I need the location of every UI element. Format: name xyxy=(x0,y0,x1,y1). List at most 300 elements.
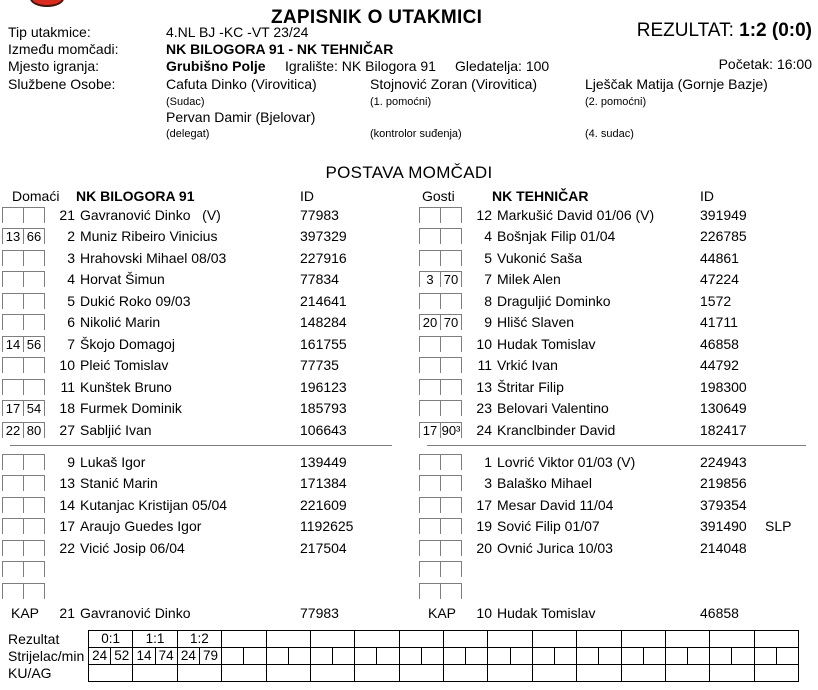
player-number: 4 xyxy=(484,228,492,245)
player-id: 1192625 xyxy=(300,518,354,535)
player-number: 21 xyxy=(59,206,75,223)
result-cell xyxy=(222,631,266,648)
result-cell xyxy=(622,631,666,648)
player-id: 227916 xyxy=(300,249,347,266)
player-id: 77735 xyxy=(300,357,339,374)
player-id: 226785 xyxy=(700,228,747,245)
player-row xyxy=(419,312,818,334)
away-kap-label: KAP xyxy=(428,604,457,621)
player-name: Balaško Mihael xyxy=(497,475,592,492)
sub-in-number-box xyxy=(419,250,441,266)
player-name: Škojo Domagoj xyxy=(80,335,175,352)
minute-cell: 74 xyxy=(156,648,178,665)
player-number: 24 xyxy=(476,421,492,438)
sub-minute-box xyxy=(440,250,462,266)
sub-minute-box xyxy=(23,314,45,330)
player-id: 219856 xyxy=(700,475,747,492)
scorer-cell xyxy=(533,648,555,665)
minute-cell xyxy=(688,648,710,665)
player-name: Muniz Ribeiro Vinicius xyxy=(80,228,218,245)
scorer-cell xyxy=(622,648,644,665)
sub-in-number-box: 17 xyxy=(419,422,441,438)
kuag-cell xyxy=(89,665,133,682)
result-cell xyxy=(444,631,488,648)
minute-cell xyxy=(466,648,488,665)
player-id: 1572 xyxy=(700,292,732,309)
player-row xyxy=(419,247,818,269)
sub-in-number-box xyxy=(2,561,24,577)
minute-cell xyxy=(555,648,577,665)
player-id: 106643 xyxy=(300,421,347,438)
player-number: 3 xyxy=(484,475,492,492)
scorer-cell xyxy=(355,648,377,665)
player-row xyxy=(419,419,818,441)
player-row xyxy=(2,226,410,248)
player-number: 10 xyxy=(59,357,75,374)
sub-in-number-box xyxy=(419,454,441,470)
minute-cell: 79 xyxy=(200,648,222,665)
player-name: Lukaš Igor xyxy=(80,453,146,470)
player-row xyxy=(2,204,410,226)
sub-in-number-box: 13 xyxy=(2,228,24,244)
sub-minute-box xyxy=(440,228,462,244)
player-row xyxy=(2,537,410,559)
player-row xyxy=(2,269,410,291)
between-value: NK BILOGORA 91 - NK TEHNIČAR xyxy=(166,41,394,57)
sub-in-number-box xyxy=(419,293,441,309)
home-list-divider xyxy=(10,445,392,446)
player-id: 221609 xyxy=(300,496,347,513)
away-starters-list xyxy=(419,204,818,441)
officials-label: Službene Osobe: xyxy=(8,76,116,92)
result-cell xyxy=(755,631,799,648)
sub-minute-box: 66 xyxy=(23,228,45,244)
player-id: 47224 xyxy=(700,271,739,288)
away-list-divider xyxy=(427,445,806,446)
player-number: 6 xyxy=(67,314,75,331)
home-captain-name: Gavranović Dinko xyxy=(80,604,191,621)
player-id: 46858 xyxy=(700,335,739,352)
player-number: 7 xyxy=(67,335,75,352)
player-row xyxy=(2,580,410,602)
sub-minute-box: 56 xyxy=(23,336,45,352)
player-id: 130649 xyxy=(700,400,747,417)
result-cell: 1:2 xyxy=(178,631,222,648)
sub-in-number-box xyxy=(2,379,24,395)
player-id: 196123 xyxy=(300,378,347,395)
sub-minute-box xyxy=(23,454,45,470)
home-starters-list xyxy=(2,204,410,441)
player-row xyxy=(419,473,818,495)
player-number: 10 xyxy=(476,335,492,352)
player-name: Pleić Tomislav xyxy=(80,357,169,374)
player-number: 19 xyxy=(476,518,492,535)
sub-in-number-box xyxy=(419,357,441,373)
sub-minute-box xyxy=(23,518,45,534)
player-name: Stanić Marin xyxy=(80,475,158,492)
sub-minute-box xyxy=(23,583,45,599)
assistant1-name: Stojnović Zoran (Virovitica) xyxy=(370,76,538,92)
scorer-cell xyxy=(577,648,599,665)
player-id: 77983 xyxy=(300,206,339,223)
player-id: 224943 xyxy=(700,453,747,470)
sub-in-number-box xyxy=(419,228,441,244)
sub-minute-box xyxy=(23,293,45,309)
player-name: Ovnić Jurica 10/03 xyxy=(497,539,613,556)
sub-in-number-box xyxy=(419,540,441,556)
sub-minute-box xyxy=(440,293,462,309)
sub-in-number-box: 22 xyxy=(2,422,24,438)
player-row xyxy=(2,559,410,581)
player-name: Gavranović Dinko (V) xyxy=(80,206,221,223)
player-name: Vicić Josip 06/04 xyxy=(80,539,185,556)
player-name: Hudak Tomislav xyxy=(497,335,596,352)
minute-cell xyxy=(422,648,444,665)
kuag-cell xyxy=(666,665,710,682)
player-number: 20 xyxy=(476,539,492,556)
player-row xyxy=(419,204,818,226)
sub-minute-box xyxy=(23,250,45,266)
player-row xyxy=(2,312,410,334)
player-row xyxy=(419,226,818,248)
scorer-cell xyxy=(755,648,777,665)
sub-in-number-box xyxy=(419,336,441,352)
place-label: Mjesto igranja: xyxy=(8,58,100,74)
player-number: 1 xyxy=(484,453,492,470)
kuag-cell xyxy=(755,665,799,682)
player-name: Kutanjac Kristijan 05/04 xyxy=(80,496,228,513)
player-name: Sabljić Ivan xyxy=(80,421,152,438)
minute-cell xyxy=(377,648,399,665)
player-row xyxy=(419,537,818,559)
player-name: Hlišć Slaven xyxy=(497,314,575,331)
player-id: 41711 xyxy=(700,314,738,331)
sub-in-number-box xyxy=(2,271,24,287)
player-number: 23 xyxy=(476,400,492,417)
player-number: 2 xyxy=(67,228,75,245)
player-id: 214641 xyxy=(300,292,347,309)
scorer-cell: 24 xyxy=(89,648,111,665)
result-cell xyxy=(666,631,710,648)
sub-in-number-box: 20 xyxy=(419,314,441,330)
sub-minute-box: 70 xyxy=(440,314,462,330)
away-team-name: NK TEHNIČAR xyxy=(492,188,589,204)
result-cell xyxy=(577,631,621,648)
player-number: 9 xyxy=(484,314,492,331)
player-id: 185793 xyxy=(300,400,347,417)
player-id: 171384 xyxy=(300,475,347,492)
player-id: 198300 xyxy=(700,378,747,395)
player-name: Kunštek Bruno xyxy=(80,378,172,395)
sub-minute-box xyxy=(23,271,45,287)
scorer-cell xyxy=(400,648,422,665)
player-name: Kranclbinder David xyxy=(497,421,616,438)
sub-in-number-box xyxy=(2,357,24,373)
sub-in-number-box xyxy=(2,518,24,534)
result-cell: 1:1 xyxy=(133,631,177,648)
minute-cell: 52 xyxy=(111,648,133,665)
kuag-cell xyxy=(311,665,355,682)
result-cell xyxy=(267,631,311,648)
sub-in-number-box xyxy=(419,379,441,395)
player-id: 397329 xyxy=(300,228,347,245)
sub-minute-box xyxy=(440,336,462,352)
sub-minute-box xyxy=(440,357,462,373)
player-name: Milek Alen xyxy=(497,271,561,288)
assistant1-role: (1. pomoćni) xyxy=(370,96,432,108)
sub-minute-box xyxy=(440,583,462,599)
player-number: 14 xyxy=(59,496,75,513)
player-id: 391949 xyxy=(700,206,747,223)
minute-cell xyxy=(289,648,311,665)
player-row xyxy=(2,247,410,269)
minute-cell xyxy=(644,648,666,665)
minute-cell xyxy=(244,648,266,665)
player-name: Horvat Šimun xyxy=(80,271,165,288)
sub-minute-box xyxy=(23,540,45,556)
sub-in-number-box xyxy=(2,314,24,330)
sub-minute-box xyxy=(440,207,462,223)
player-row xyxy=(419,494,818,516)
result-line xyxy=(637,20,812,42)
sub-in-number-box xyxy=(2,293,24,309)
page-title: ZAPISNIK O UTAKMICI xyxy=(271,6,483,28)
player-row xyxy=(419,355,818,377)
kuag-cell xyxy=(355,665,399,682)
sub-in-number-box: 3 xyxy=(419,271,441,287)
away-captain-id: 46858 xyxy=(700,604,739,621)
player-row xyxy=(419,269,818,291)
sub-in-number-box xyxy=(419,583,441,599)
player-number: 3 xyxy=(67,249,75,266)
result-cell: 0:1 xyxy=(89,631,133,648)
player-row xyxy=(2,376,410,398)
kuag-cell xyxy=(488,665,532,682)
sub-minute-box xyxy=(440,475,462,491)
stadium: Igralište: NK Bilogora 91 xyxy=(285,58,436,74)
kuag-cell xyxy=(710,665,754,682)
player-number: 22 xyxy=(59,539,75,556)
scorer-cell: 24 xyxy=(178,648,200,665)
sub-minute-box xyxy=(23,357,45,373)
sub-in-number-box xyxy=(2,497,24,513)
player-id: 379354 xyxy=(700,496,747,513)
player-row xyxy=(419,398,818,420)
minute-cell xyxy=(333,648,355,665)
sub-minute-box xyxy=(440,518,462,534)
player-number: 11 xyxy=(60,378,75,395)
kuag-cell xyxy=(444,665,488,682)
player-row xyxy=(2,419,410,441)
player-row xyxy=(419,451,818,473)
sub-in-number-box xyxy=(419,497,441,513)
player-name: Vrkić Ivan xyxy=(497,357,558,374)
score-row-label-scorer: Strijelac/min xyxy=(8,648,85,664)
assistant2-name: Lješčak Matija (Gornje Bazje) xyxy=(585,76,768,92)
player-number: 8 xyxy=(484,292,492,309)
away-bench-list xyxy=(419,451,818,602)
kuag-cell xyxy=(222,665,266,682)
sub-minute-box xyxy=(440,400,462,416)
player-number: 5 xyxy=(67,292,75,309)
player-id: 77834 xyxy=(300,271,339,288)
sub-in-number-box xyxy=(419,207,441,223)
player-name: Furmek Dominik xyxy=(80,400,182,417)
referee-name: Cafuta Dinko (Virovitica) xyxy=(166,76,317,92)
player-name: Dukić Roko 09/03 xyxy=(80,292,191,309)
sub-minute-box xyxy=(23,475,45,491)
scorer-cell xyxy=(666,648,688,665)
result-cell xyxy=(355,631,399,648)
player-name: Bošnjak Filip 01/04 xyxy=(497,228,616,245)
player-number: 4 xyxy=(67,271,75,288)
sub-minute-box: 70 xyxy=(440,271,462,287)
player-name: Lovrić Viktor 01/03 (V) xyxy=(497,453,636,470)
result-value: 1:2 (0:0) xyxy=(739,20,812,41)
sub-in-number-box: 14 xyxy=(2,336,24,352)
kuag-cell xyxy=(533,665,577,682)
sub-minute-box xyxy=(23,561,45,577)
player-name: Vukonić Saša xyxy=(497,249,583,266)
away-captain-number: 10 xyxy=(476,604,492,621)
sub-in-number-box xyxy=(419,400,441,416)
player-id: 217504 xyxy=(300,539,347,556)
sub-minute-box: 54 xyxy=(23,400,45,416)
player-row xyxy=(419,376,818,398)
player-row xyxy=(419,559,818,581)
sub-in-number-box xyxy=(419,475,441,491)
score-row-label-result: Rezultat xyxy=(8,631,60,647)
start-time: Početak: 16:00 xyxy=(718,56,812,72)
away-id-header: ID xyxy=(700,188,714,204)
sub-in-number-box xyxy=(2,454,24,470)
delegate-role: (delegat) xyxy=(166,128,210,140)
player-number: 17 xyxy=(476,496,492,513)
player-id: 139449 xyxy=(300,453,347,470)
player-row xyxy=(2,290,410,312)
result-cell xyxy=(488,631,532,648)
sub-minute-box: 80 xyxy=(23,422,45,438)
player-id: 214048 xyxy=(700,539,747,556)
tip-label: Tip utakmice: xyxy=(8,24,91,40)
sub-minute-box xyxy=(440,540,462,556)
player-note: SLP xyxy=(765,518,792,535)
score-progress-table xyxy=(88,630,799,682)
home-side-label: Domaći xyxy=(12,188,60,204)
scorer-cell: 14 xyxy=(133,648,155,665)
player-row xyxy=(419,333,818,355)
home-team-name: NK BILOGORA 91 xyxy=(76,188,195,204)
player-name: Draguljić Dominko xyxy=(497,292,611,309)
player-number: 7 xyxy=(484,271,492,288)
sub-minute-box xyxy=(440,379,462,395)
sub-minute-box xyxy=(23,497,45,513)
home-id-header: ID xyxy=(300,188,314,204)
controller-role: (kontrolor suđenja) xyxy=(370,128,462,140)
player-name: Sović Filip 01/07 xyxy=(497,518,600,535)
scorer-cell xyxy=(311,648,333,665)
player-number: 9 xyxy=(67,453,75,470)
fourth-official-role: (4. sudac) xyxy=(585,128,634,140)
club-logo-ellipse-icon xyxy=(30,0,64,7)
sub-in-number-box xyxy=(2,540,24,556)
player-id: 161755 xyxy=(300,335,347,352)
player-number: 13 xyxy=(476,378,492,395)
kuag-cell xyxy=(577,665,621,682)
player-row xyxy=(419,580,818,602)
scorer-cell xyxy=(488,648,510,665)
kuag-cell xyxy=(400,665,444,682)
player-id: 44861 xyxy=(700,249,739,266)
sub-minute-box: 90³ xyxy=(441,422,461,438)
player-row xyxy=(419,290,818,312)
home-kap-label: KAP xyxy=(11,604,40,621)
sub-in-number-box xyxy=(419,518,441,534)
minute-cell xyxy=(777,648,799,665)
scorer-cell xyxy=(710,648,732,665)
player-row xyxy=(2,355,410,377)
player-row xyxy=(2,494,410,516)
scorer-cell xyxy=(267,648,289,665)
player-row xyxy=(2,333,410,355)
player-id: 148284 xyxy=(300,314,347,331)
sub-minute-box xyxy=(440,454,462,470)
away-side-label: Gosti xyxy=(422,188,455,204)
player-id: 44792 xyxy=(700,357,739,374)
scorer-cell xyxy=(222,648,244,665)
home-captain-number: 21 xyxy=(59,604,75,621)
sub-in-number-box: 17 xyxy=(2,400,24,416)
result-cell xyxy=(400,631,444,648)
tip-value: 4.NL BJ -KC -VT 23/24 xyxy=(166,24,309,40)
away-captain-row xyxy=(419,602,818,624)
scorer-cell xyxy=(444,648,466,665)
result-cell xyxy=(533,631,577,648)
player-name: Štritar Filip xyxy=(497,378,564,395)
minute-cell xyxy=(599,648,621,665)
kuag-cell xyxy=(133,665,177,682)
spectators: Gledatelja: 100 xyxy=(455,58,550,74)
result-cell xyxy=(710,631,754,648)
kuag-cell xyxy=(178,665,222,682)
sub-minute-box xyxy=(440,497,462,513)
player-name: Nikolić Marin xyxy=(80,314,161,331)
player-row xyxy=(2,516,410,538)
sub-in-number-box xyxy=(2,583,24,599)
assistant2-role: (2. pomoćni) xyxy=(585,96,647,108)
home-captain-row xyxy=(2,602,410,624)
minute-cell xyxy=(511,648,533,665)
sub-in-number-box xyxy=(2,207,24,223)
player-name: Mesar David 11/04 xyxy=(497,496,614,513)
sub-minute-box xyxy=(23,207,45,223)
sub-in-number-box xyxy=(2,475,24,491)
player-number: 27 xyxy=(59,421,75,438)
lineups-section-title: POSTAVA MOMČADI xyxy=(325,163,493,182)
player-row xyxy=(419,516,818,538)
kuag-cell xyxy=(622,665,666,682)
away-captain-name: Hudak Tomislav xyxy=(497,604,596,621)
sub-in-number-box xyxy=(2,250,24,266)
sub-in-number-box xyxy=(419,561,441,577)
player-name: Hrahovski Mihael 08/03 xyxy=(80,249,227,266)
player-row xyxy=(2,451,410,473)
player-number: 5 xyxy=(484,249,492,266)
player-number: 18 xyxy=(59,400,75,417)
home-captain-id: 77983 xyxy=(300,604,339,621)
player-number: 13 xyxy=(59,475,75,492)
player-name: Belovari Valentino xyxy=(497,400,609,417)
